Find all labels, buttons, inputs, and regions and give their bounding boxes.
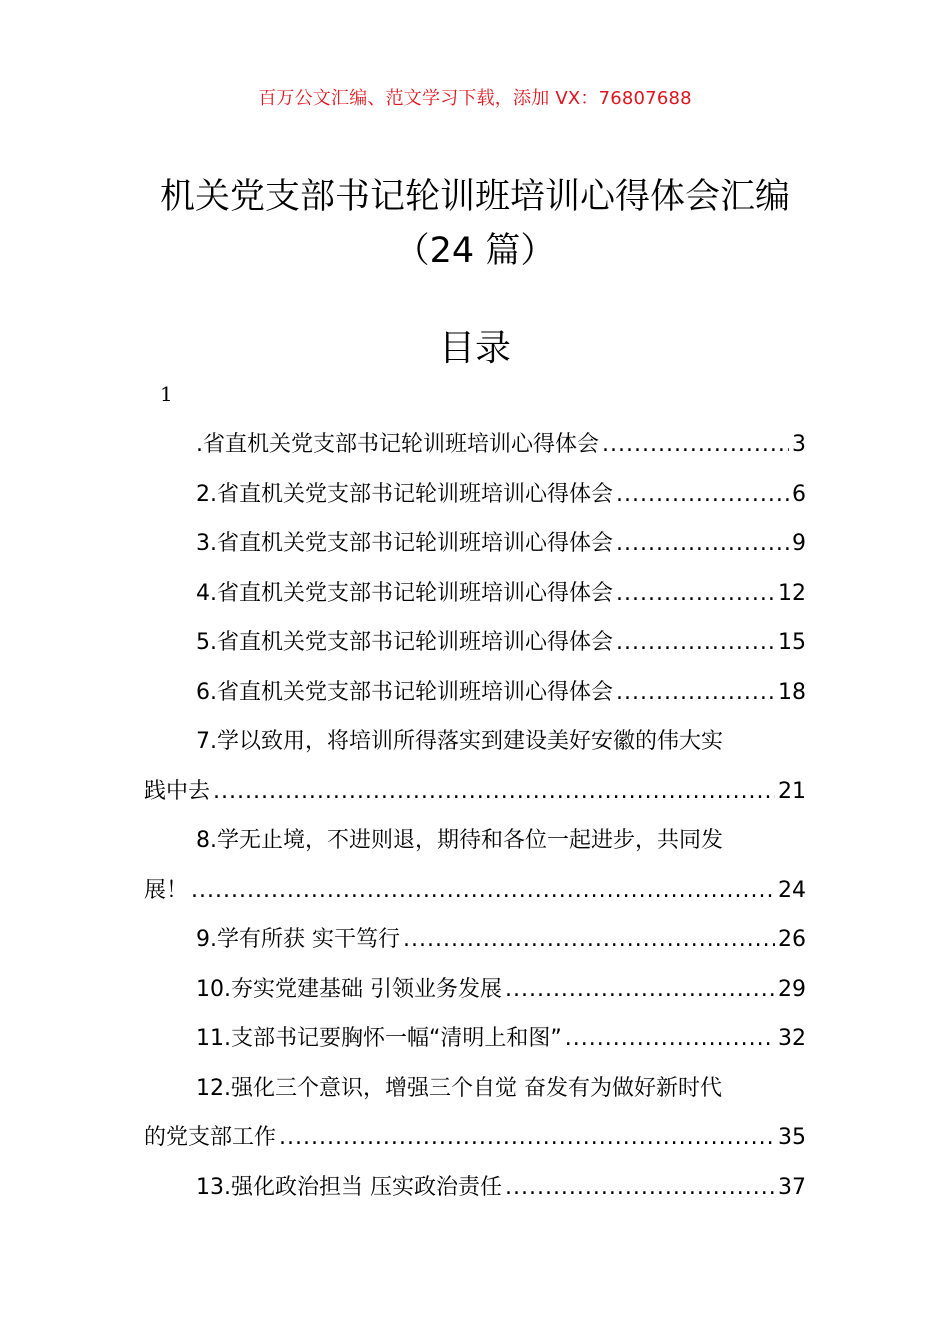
toc-entry-label: 9.学有所获 实干笃行 — [196, 927, 400, 952]
toc-entry-page: 32 — [778, 1026, 806, 1051]
document-title — [0, 170, 950, 278]
leader-dots — [191, 866, 775, 916]
toc-entry-label-line2: 践中去 — [144, 778, 211, 804]
leader-dots — [616, 569, 775, 619]
toc-entry-label: 4.省直机关党支部书记轮训班培训心得体会 — [196, 580, 613, 606]
toc-entry-page: 37 — [778, 1174, 806, 1200]
leader-dots — [403, 915, 775, 965]
toc-entry-page: 35 — [778, 1125, 806, 1150]
toc-entry-page: 24 — [778, 877, 806, 903]
title-line-2: （24 篇） — [394, 231, 556, 271]
leader-dots — [213, 767, 775, 817]
leader-dots — [505, 965, 775, 1015]
toc-entry-label: 2.省直机关党支部书记轮训班培训心得体会 — [196, 481, 613, 507]
toc-entry-10[interactable] — [144, 965, 806, 1015]
toc-entry-2[interactable] — [144, 470, 806, 520]
leader-dots — [616, 668, 775, 718]
toc-entry-page: 15 — [778, 630, 806, 655]
toc-entry-page: 21 — [778, 778, 806, 804]
leader-dots — [565, 1014, 775, 1064]
toc-entry-label: 6.省直机关党支部书记轮训班培训心得体会 — [196, 679, 613, 705]
toc-entry-5[interactable] — [144, 618, 806, 668]
toc-entry-label: 5.省直机关党支部书记轮训班培训心得体会 — [196, 630, 613, 655]
watermark-header: 百万公文汇编、范文学习下载，添加 VX：76807688 — [258, 88, 692, 109]
table-of-contents — [144, 420, 806, 1212]
toc-entry-label-line1: 7.学以致用，将培训所得落实到建设美好安徽的伟大实 — [196, 729, 723, 754]
leader-dots — [616, 470, 789, 520]
toc-entry-label-line2: 展！ — [144, 877, 189, 903]
toc-entry-label: .省直机关党支部书记轮训班培训心得体会 — [196, 432, 599, 457]
toc-entry-label-line1: 8.学无止境，不进则退，期待和各位一起进步，共同发 — [196, 828, 723, 853]
leader-dots — [616, 519, 789, 569]
toc-heading: 目录 — [438, 328, 511, 369]
toc-entry-6[interactable] — [144, 668, 806, 718]
page-marker: 1 — [160, 382, 173, 406]
title-line-1: 机关党支部书记轮训班培训心得体会汇编 — [159, 177, 790, 217]
toc-entry-page: 9 — [792, 531, 806, 556]
toc-entry-page: 18 — [778, 679, 806, 705]
toc-entry-7[interactable] — [144, 717, 806, 816]
toc-entry-3[interactable] — [144, 519, 806, 569]
toc-entry-page: 3 — [792, 432, 806, 457]
leader-dots — [616, 618, 775, 668]
toc-entry-label-line2: 的党支部工作 — [144, 1125, 277, 1150]
leader-dots — [505, 1163, 775, 1213]
toc-entry-11[interactable] — [144, 1014, 806, 1064]
toc-entry-8[interactable] — [144, 816, 806, 915]
toc-entry-9[interactable] — [144, 915, 806, 965]
leader-dots — [602, 420, 789, 470]
toc-entry-1[interactable] — [144, 420, 806, 470]
toc-entry-label-line1: 12.强化三个意识，增强三个自觉 奋发有为做好新时代 — [196, 1075, 722, 1101]
toc-entry-label: 11.支部书记要胸怀一幅“清明上和图” — [196, 1026, 562, 1051]
toc-entry-page: 29 — [778, 976, 806, 1002]
toc-entry-page: 6 — [792, 481, 806, 507]
toc-entry-page: 12 — [778, 580, 806, 606]
toc-entry-label: 10.夯实党建基础 引领业务发展 — [196, 976, 502, 1002]
toc-entry-13[interactable] — [144, 1163, 806, 1213]
toc-entry-label: 13.强化政治担当 压实政治责任 — [196, 1174, 502, 1200]
toc-entry-page: 26 — [778, 927, 806, 952]
toc-entry-4[interactable] — [144, 569, 806, 619]
toc-entry-12[interactable] — [144, 1064, 806, 1163]
leader-dots — [279, 1113, 775, 1163]
toc-entry-label: 3.省直机关党支部书记轮训班培训心得体会 — [196, 531, 613, 556]
